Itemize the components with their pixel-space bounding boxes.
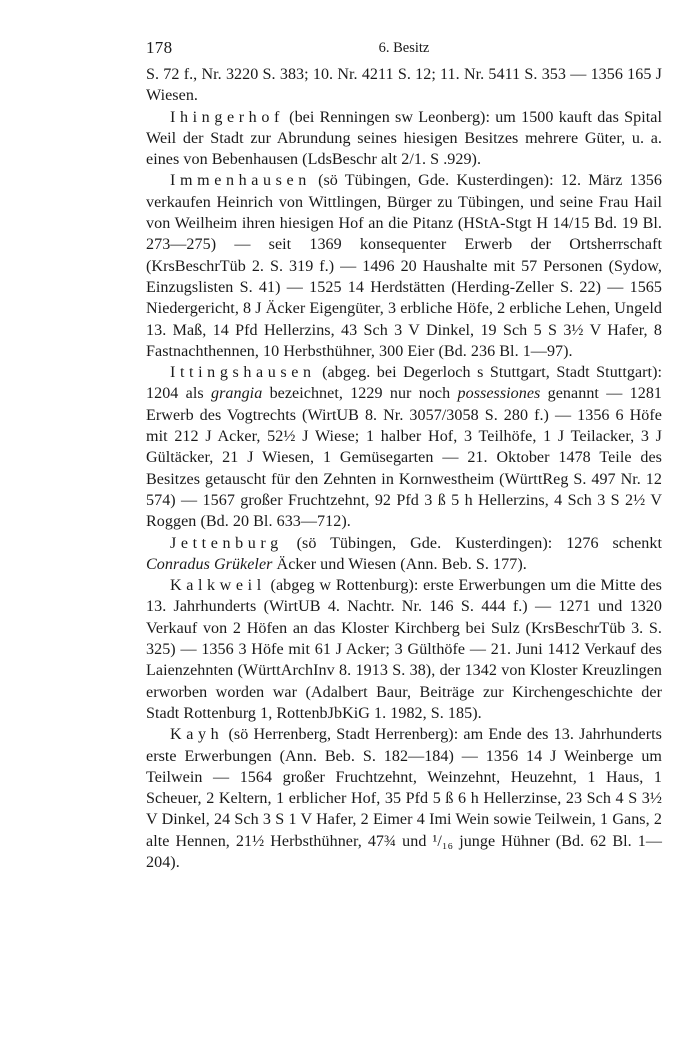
entry-text: (sö Herrenberg, Stadt Herrenberg): am Ende des 13. Jahrhunderts erste Erwerbungen (Ann. Beb. S. 182—184) — 1356 14 J Weinberge um Teilwein — 1564 großer Fruchtzehnt, Weinzehnt, Heuzehnt, 1 Haus, 1 Scheuer, 2 Keltern, 1 erblicher Hof, 35 Pfd 5 ß 6 h Hellerzinse, 23 Sch 4 S 3½ V Dinkel, 24 Sch 3 S 1 V Hafer, 2 Eimer 4 Imi Wein sowie Teilwein, 1 Gans, 2 alte Hennen, 21½ Herbsthühner, 47¾ und ¹/₁₆ junge Hühner (Bd. 62 Bl. 1—204). bbox=[146, 726, 662, 871]
entry-name: Ittingshausen bbox=[170, 364, 316, 382]
continuation-paragraph: S. 72 f., Nr. 3220 S. 383; 10. Nr. 4211 S. 12; 11. Nr. 5411 S. 353 — 1356 165 J Wiesen. bbox=[146, 66, 662, 105]
entry-text: Äcker und Wiesen (Ann. Beb. S. 177). bbox=[272, 555, 527, 573]
entry-name: Kayh bbox=[170, 726, 224, 744]
italic-term: possessiones bbox=[457, 385, 541, 403]
entry-name: Jettenburg bbox=[170, 534, 283, 552]
entry-text: (bei Renningen sw Leonberg): um 1500 kauft das Spital Weil der Stadt zur Abrundung seines hiesigen Besitzes mehrere Güter, u. a. eines von Bebenhausen (LdsBeschr alt 2/1. S .929). bbox=[146, 108, 662, 169]
entry-name: Immenhausen bbox=[170, 172, 311, 190]
page-header bbox=[146, 34, 662, 64]
entry-ittingshausen bbox=[146, 362, 662, 532]
entry-jettenburg bbox=[146, 533, 662, 576]
running-head: 6. Besitz bbox=[378, 40, 430, 56]
entry-kalkweil bbox=[146, 575, 662, 724]
entry-text: (abgeg. bei Degerloch s Stuttgart, Stadt Stuttgart): 1204 als bbox=[146, 364, 662, 403]
entry-text: (abgeg w Rottenburg): erste Erwerbungen um die Mitte des 13. Jahrhunderts (WirtUB 4. Nachtr. Nr. 146 S. 444 f.) — 1271 und 1320 Verkauf von 2 Höfen an das Kloster Kirchberg bei Sulz (KrsBeschrTüb 3. S. 325) — 1356 3 Höfe mit 61 J Acker; 3 Gülthöfe — 21. Juni 1412 Verkauf des Laienzehnten (WürttArchInv 8. 1913 S. 38), der 1342 von Kloster Kreuzlingen erworben worden war (Adalbert Baur, Beiträge zur Kirchengeschichte der Stadt Rottenburg 1, RottenbJbKiG 1. 1982, S. 185). bbox=[146, 577, 662, 722]
book-page bbox=[146, 34, 662, 873]
entry-text: bezeichnet, 1229 nur noch bbox=[262, 385, 458, 403]
italic-person-name: Conradus Grükeler bbox=[146, 555, 273, 573]
italic-term: grangia bbox=[210, 385, 263, 403]
entry-ihingerhof bbox=[146, 107, 662, 171]
entry-name: Kalkweil bbox=[170, 577, 266, 595]
entry-text: (sö Tübingen, Gde. Kusterdingen): 1276 schenkt bbox=[282, 534, 662, 552]
entry-immenhausen bbox=[146, 170, 662, 362]
entry-text: (sö Tübingen, Gde. Kusterdingen): 12. März 1356 verkaufen Heinrich von Wittlingen, Bürger zu Tübingen, und seine Frau Hail von Weilheim ihren hiesigen Hof an die Pitanz (HStA-Stgt H 14/15 Bd. 19 Bl. 273—275) — seit 1369 konsequenter Erwerb der Ortsherrschaft (KrsBeschrTüb 2. S. 319 f.) — 1496 20 Haushalte mit 57 Personen (Sydow, Einzugslisten S. 41) — 1525 14 Herdstätten (Herding-Zeller S. 22) — 1565 Niedergericht, 8 J Äcker Eigengüter, 3 erbliche Höfe, 2 erbliche Lehen, Ungeld 13. Maß, 14 Pfd Hellerzins, 43 Sch 3 V Dinkel, 19 Sch 5 S 3½ V Hafer, 8 Fastnachthennen, 10 Herbsthühner, 300 Eier (Bd. 236 Bl. 1—97). bbox=[146, 172, 662, 360]
page-number: 178 bbox=[146, 38, 173, 57]
entry-text: genannt — 1281 Erwerb des Vogtrechts (WirtUB 8. Nr. 3057/3058 S. 280 f.) — 1356 6 Höfe mit 212 J Acker, 52½ J Wiese; 1 halber Hof, 3 Teilhöfe, 1 J Teilacker, 3 J Gültäcker, 21 J Wiesen, 1 Gemüsegarten — 21. Oktober 1478 Teile des Besitzes getauscht für den Zehnten in Kornwestheim (WürttReg S. 497 Nr. 12 574) — 1567 großer Fruchtzehnt, 92 Pfd 3 ß 5 h Hellerzins, 4 Sch 3 S 2½ V Roggen (Bd. 20 Bl. 633—712). bbox=[146, 385, 663, 531]
entry-kayh bbox=[146, 724, 662, 873]
body-text bbox=[146, 64, 662, 873]
entry-name: Ihingerhof bbox=[170, 108, 284, 126]
